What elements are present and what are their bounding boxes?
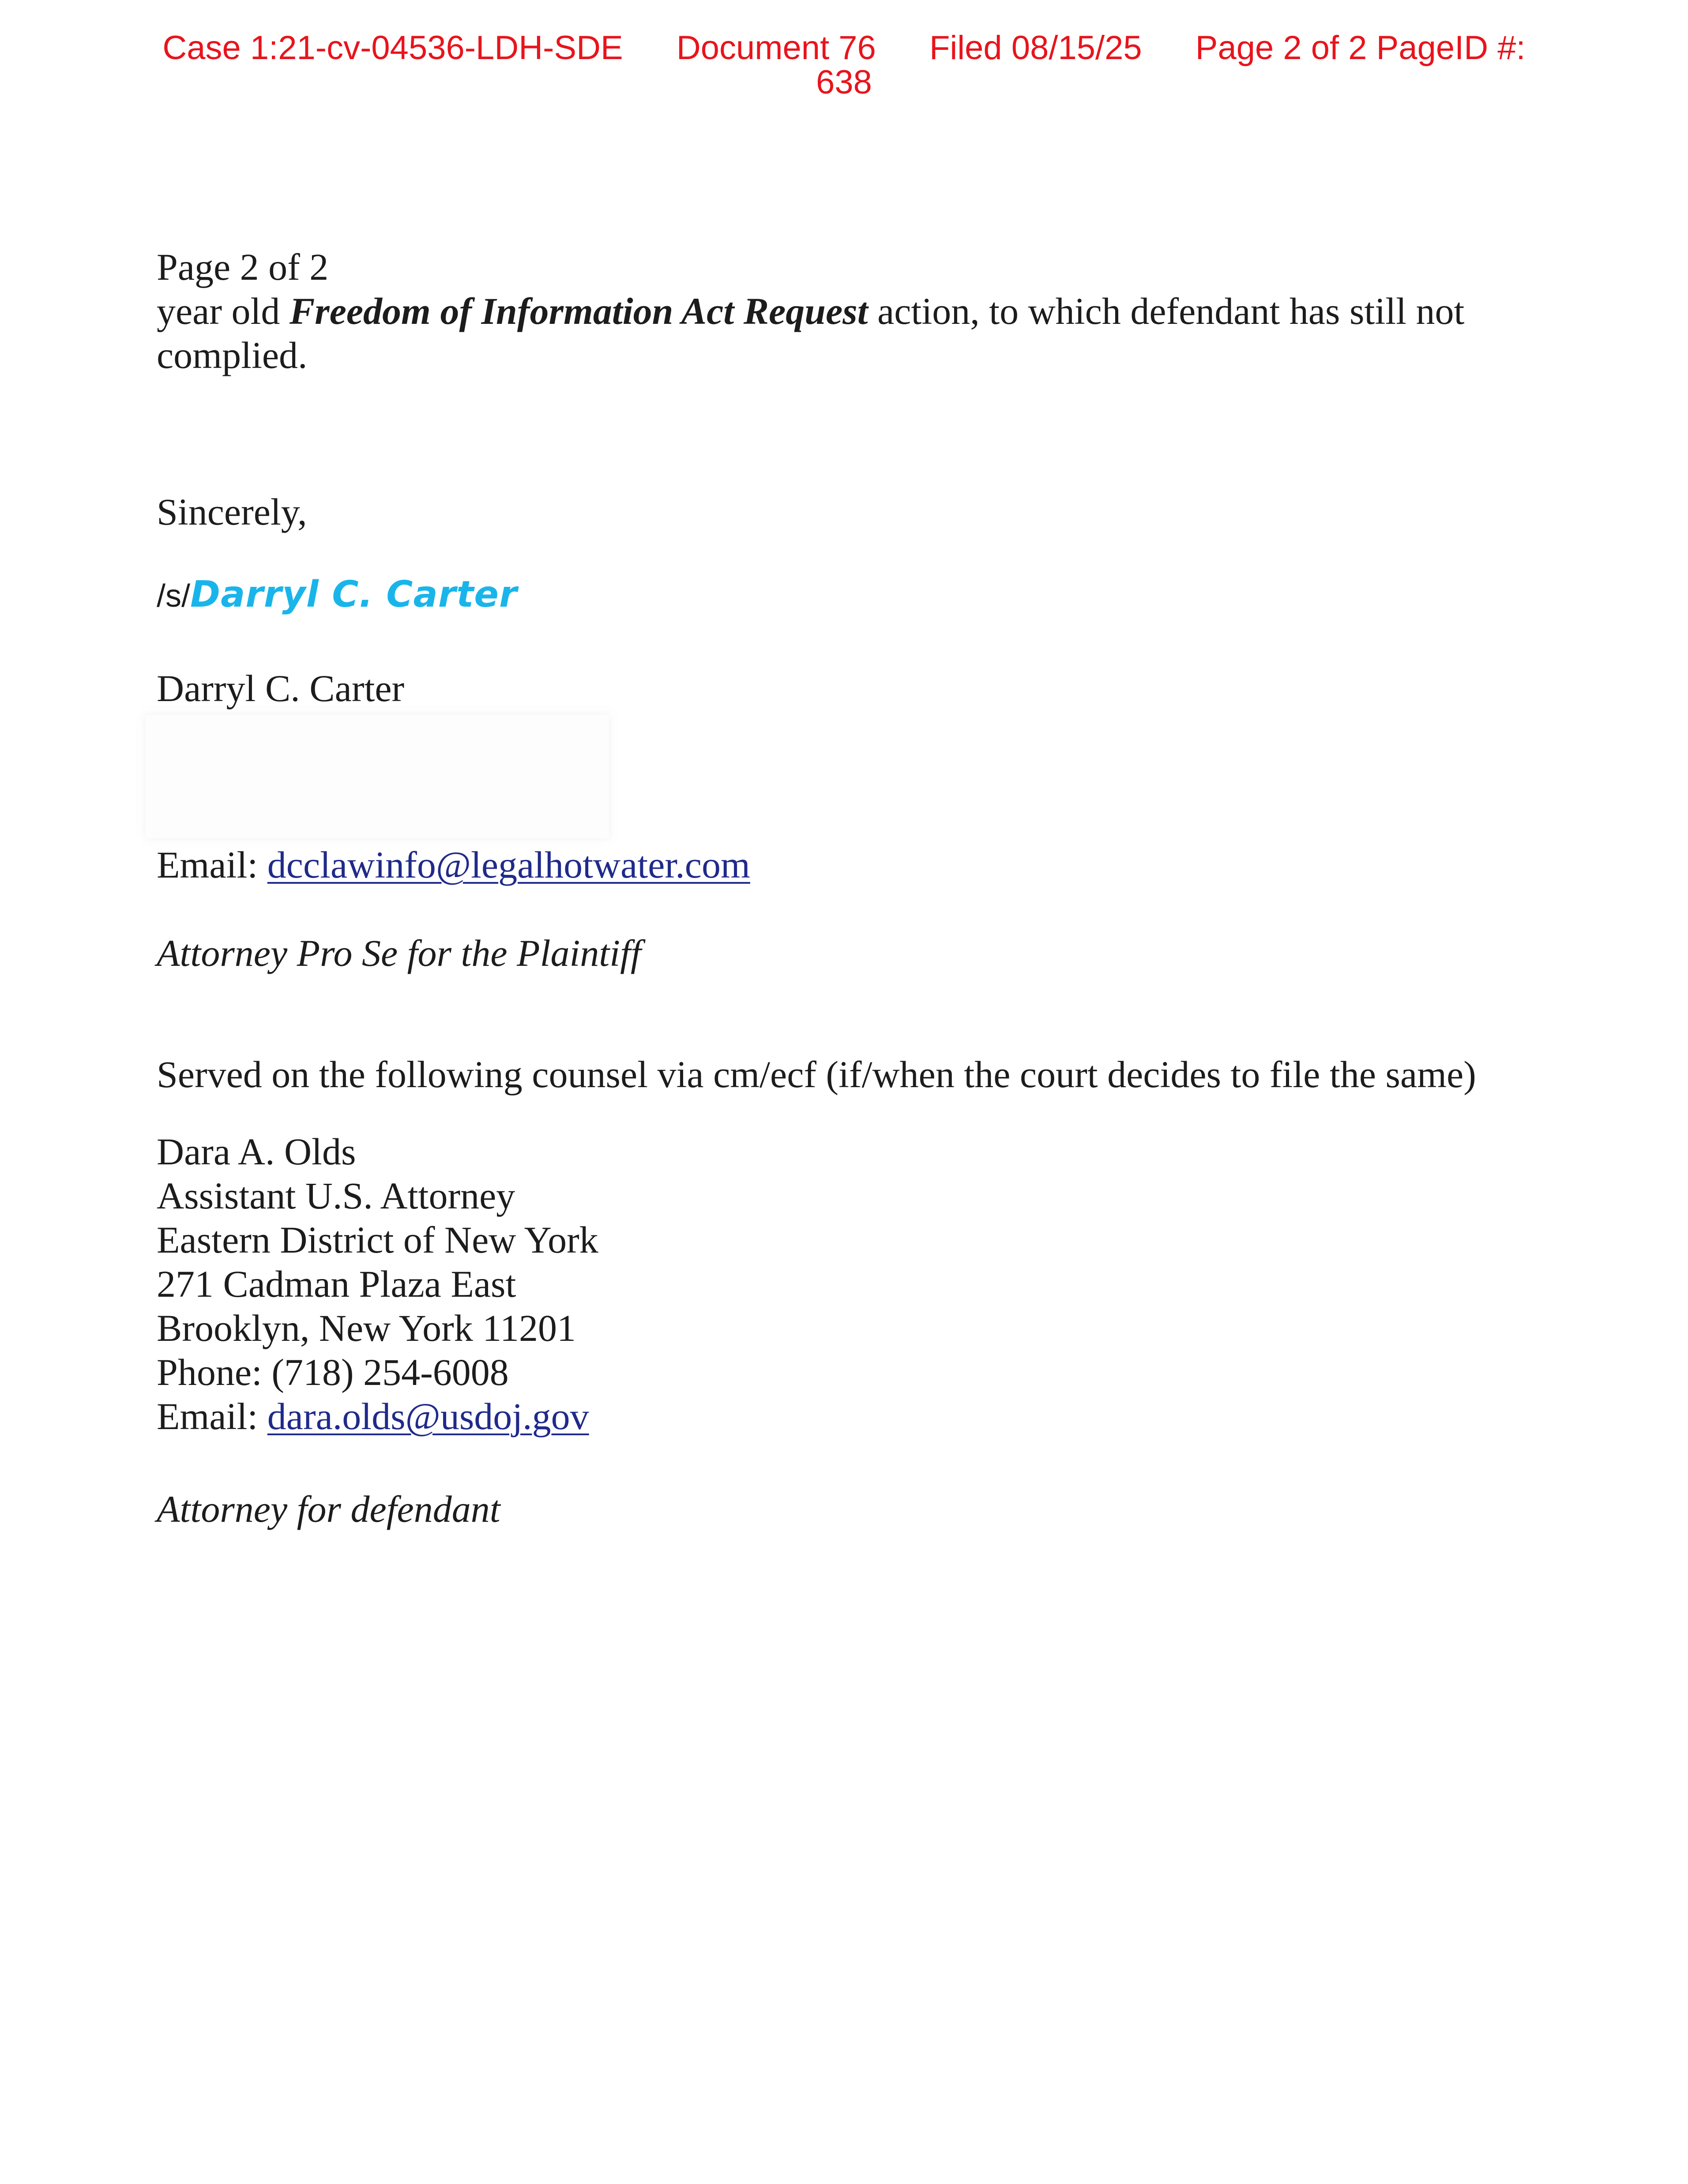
- counsel-phone: Phone: (718) 254-6008: [157, 1351, 509, 1393]
- signature-prefix: /s/: [157, 578, 191, 614]
- sender-email-line: [157, 843, 1542, 887]
- sender-email-label: Email:: [157, 844, 267, 886]
- page-id: 638: [816, 64, 872, 101]
- counsel-role: Attorney for defendant: [157, 1488, 500, 1530]
- counsel-title: Assistant U.S. Attorney: [157, 1175, 515, 1217]
- sender-role: Attorney Pro Se for the Plaintiff: [157, 932, 641, 974]
- service-address-block: [157, 1130, 1542, 1438]
- counsel-email-line: [157, 1394, 1542, 1438]
- closing: Sincerely,: [157, 491, 307, 533]
- counsel-street: 271 Cadman Plaza East: [157, 1263, 516, 1305]
- counsel-city: Brooklyn, New York 11201: [157, 1307, 576, 1349]
- body-paragraph: [157, 289, 1542, 377]
- case-number: Case 1:21-cv-04536-LDH-SDE: [162, 29, 623, 67]
- counsel-email-link[interactable]: dara.olds@usdoj.gov: [267, 1395, 589, 1437]
- page-info: Page 2 of 2 PageID #:: [1195, 29, 1526, 67]
- counsel-name: Dara A. Olds: [157, 1130, 356, 1173]
- document-number: Document 76: [676, 29, 876, 67]
- letter-continuation: [157, 245, 1542, 377]
- sender-email-link[interactable]: dcclawinfo@legalhotwater.com: [267, 844, 750, 886]
- page-label: Page 2 of 2: [157, 246, 329, 288]
- body-text-pre: year old: [157, 290, 289, 332]
- redacted-area: [146, 715, 609, 838]
- counsel-email-label: Email:: [157, 1395, 267, 1437]
- filed-date: Filed 08/15/25: [929, 29, 1142, 67]
- electronic-signature: [157, 574, 517, 615]
- signature-name: Darryl C. Carter: [190, 574, 518, 615]
- body-text-post: action, to which defendant has still not complied.: [157, 290, 1465, 376]
- printed-name: Darryl C. Carter: [157, 667, 405, 709]
- ecf-header: [0, 31, 1688, 100]
- foia-emphasis: Freedom of Information Act Request: [289, 290, 868, 332]
- counsel-office: Eastern District of New York: [157, 1219, 598, 1261]
- service-intro: Served on the following counsel via cm/ecf (if/when the court decides to file the same): [157, 1053, 1476, 1096]
